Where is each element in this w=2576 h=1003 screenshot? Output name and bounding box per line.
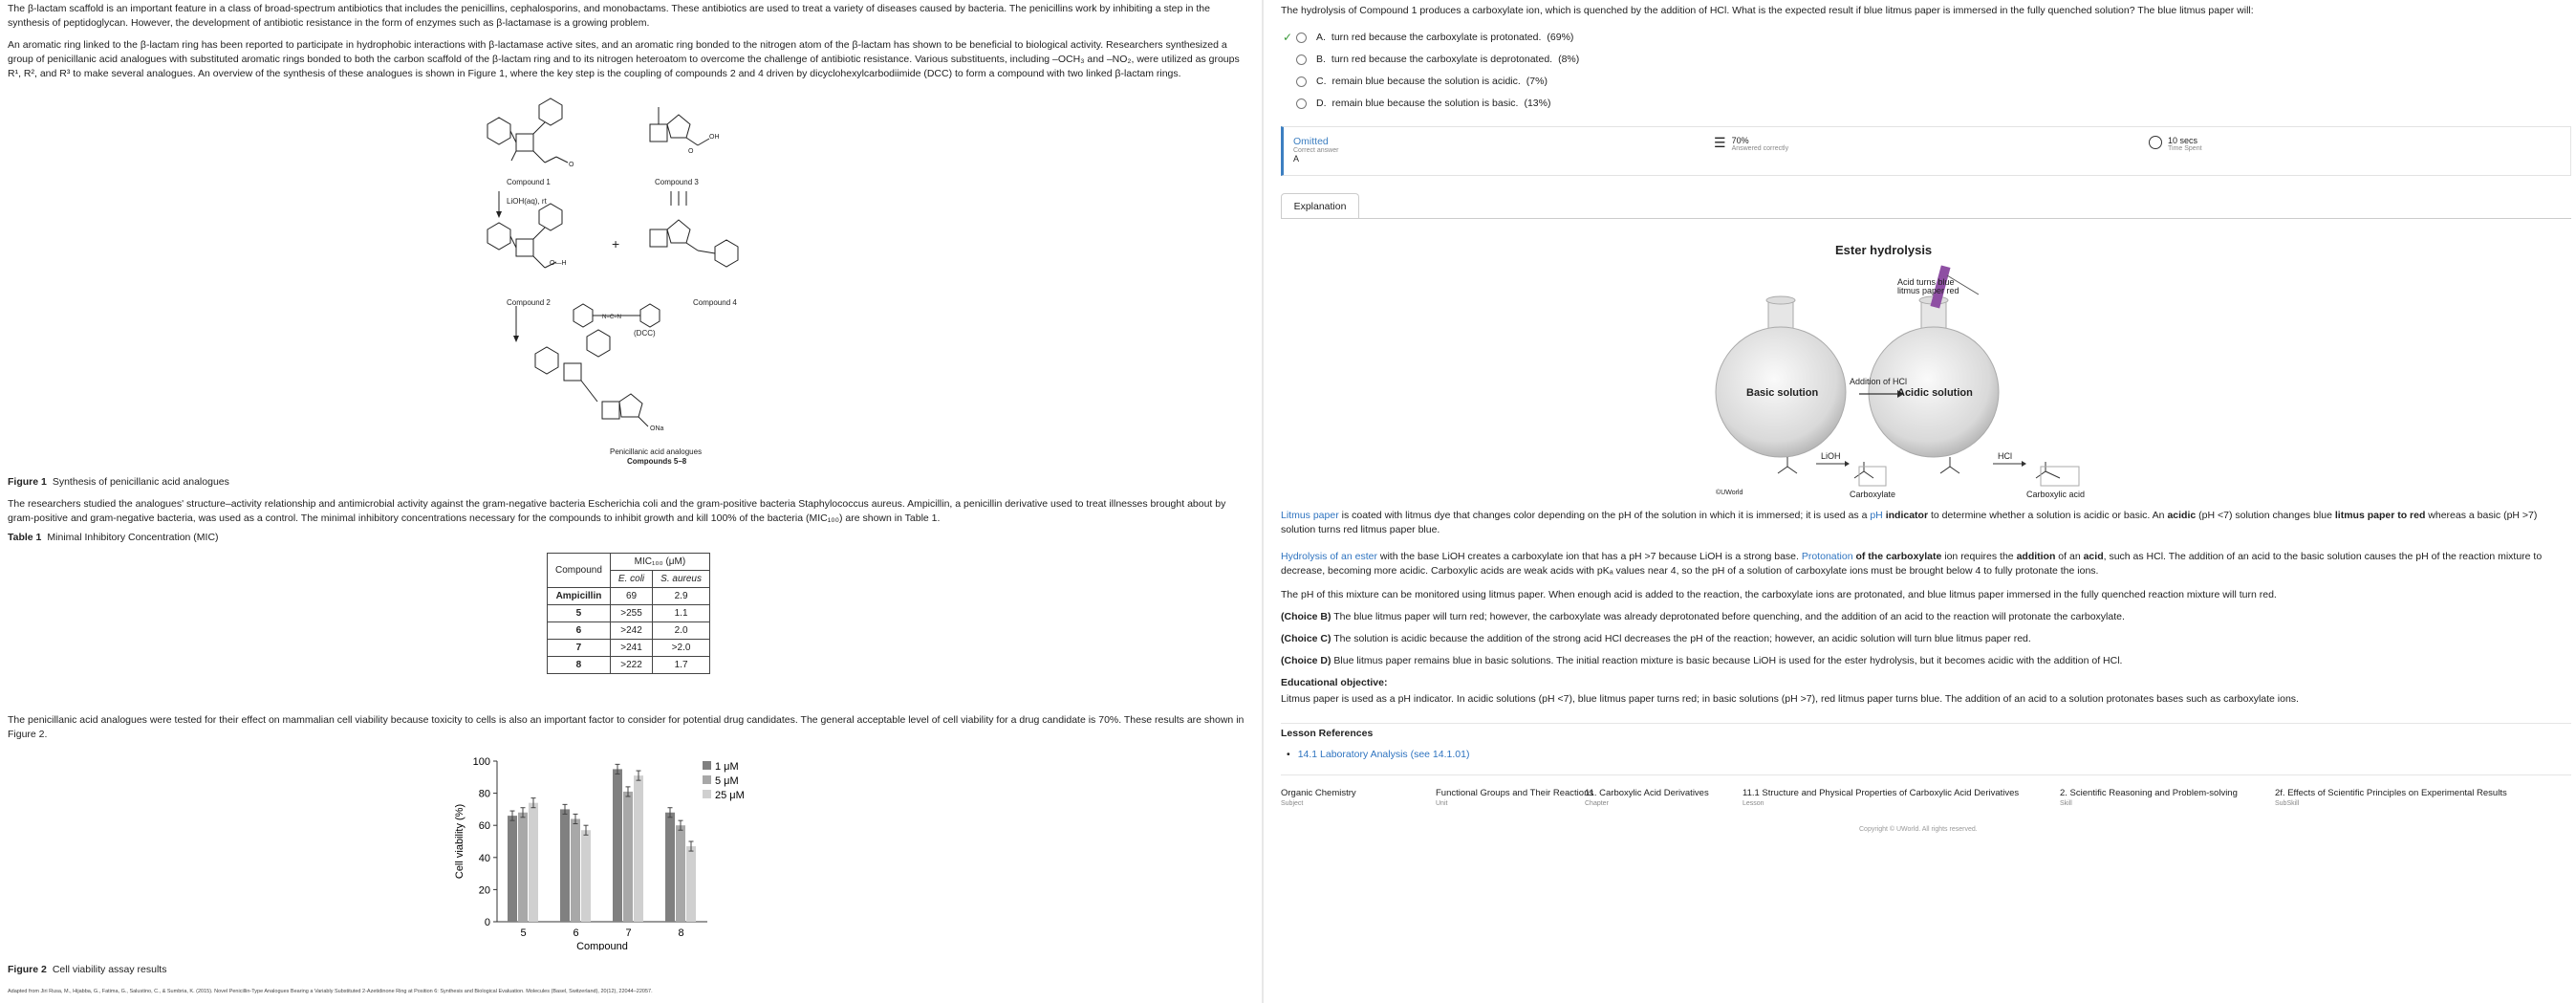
cell-viability-chart: [449, 750, 812, 950]
classification-value: 11. Carboxylic Acid Derivatives: [1585, 788, 1709, 798]
addition-hcl-label: Addition of HCl: [1850, 377, 1908, 386]
bullet-icon: •: [1287, 749, 1290, 760]
table-row: [548, 622, 710, 640]
legend-label: 1 μM: [715, 761, 739, 773]
y-axis-label: Cell viability (%): [454, 803, 465, 880]
radio-button[interactable]: [1296, 33, 1307, 43]
svg-text:+: +: [612, 236, 620, 251]
classification-value: Functional Groups and Their Reactions: [1436, 788, 1594, 798]
table-cell: Ampicillin: [548, 588, 611, 605]
passage-paragraph-3: The researchers studied the analogues' structure–activity relationship and antimicrobial activity against the gram-negative bacteria Escherichia coli and the gram-positive bacteria Staphylococcus aureus. Ampicillin, a penicillin derivative used to treat illnesses brought about by gram-positive and gram-negative bacteria, was used as a control. The minimal inhibitory concentrations necessary for the compounds to inhibit growth and kill 100% of the bacteria (MIC₁₀₀) are shown in Table 1.: [8, 498, 1226, 524]
checkmark-icon: ✓: [1282, 31, 1293, 44]
x-tick-label: 8: [678, 927, 684, 939]
bar: [581, 830, 591, 922]
table-cell: 5: [548, 605, 611, 622]
table-row: [548, 605, 710, 622]
educational-objective-title: Educational objective:: [1281, 677, 1388, 688]
choice-letter: B.: [1316, 54, 1326, 65]
bar: [508, 816, 517, 922]
text: acidic: [2167, 510, 2197, 521]
tab-underline: [1281, 218, 2571, 219]
status-value: Omitted: [1293, 136, 1329, 147]
explanation-choice-d: [1281, 654, 2566, 668]
bar: [560, 809, 570, 922]
table-cell: 1.1: [653, 605, 710, 622]
explanation-paragraph-2: [1281, 550, 2566, 578]
choice-percent: (13%): [1524, 98, 1551, 109]
choice-text: turn red because the carboxylate is deprotonated.: [1331, 54, 1553, 65]
legend-swatch: [703, 761, 711, 770]
classification-value: 11.1 Structure and Physical Properties of Carboxylic Acid Derivatives: [1743, 788, 2020, 798]
figure-1-label: Figure 1: [8, 476, 47, 488]
y-tick-label: 40: [478, 852, 490, 864]
footer-classification-item: [1436, 788, 1593, 807]
answer-stats-bar: [1281, 126, 2571, 176]
text: addition: [2016, 551, 2056, 562]
reagent-lioh-label: LiOH(aq), rt: [507, 197, 547, 206]
bar: [613, 769, 622, 922]
compound-4-label: Compound 4: [693, 298, 737, 307]
section-divider: [1281, 774, 2571, 775]
choice-percent: (8%): [1558, 54, 1580, 65]
choice-percent: (7%): [1526, 76, 1548, 87]
table-header-mic: MIC₁₀₀ (μM): [610, 554, 709, 571]
figure-2-chart: [449, 750, 812, 950]
educational-objective-text: Litmus paper is used as a pH indicator. In acidic solutions (pH <7), blue litmus paper turns red; in basic solutions (pH >7), red litmus paper turns blue. The addition of an acid to a solution protonates bases such as carboxylate ions.: [1281, 693, 2299, 705]
choice-percent: (69%): [1547, 32, 1574, 43]
x-tick-label: 7: [625, 927, 632, 939]
lesson-reference-item: [1287, 748, 2571, 762]
y-tick-label: 0: [484, 917, 490, 928]
basic-solution-label: Basic solution: [1746, 387, 1819, 399]
reaction-scheme-drawing: [459, 86, 803, 469]
x-axis-label: Compound: [576, 941, 628, 950]
litmus-note-1: Acid turns blue: [1897, 277, 1955, 287]
text: (Choice D): [1281, 655, 1331, 666]
svg-text:OH: OH: [709, 134, 720, 141]
text: acid: [2083, 551, 2104, 562]
lesson-references-title: Lesson References: [1281, 728, 1374, 739]
x-tick-label: 5: [520, 927, 527, 939]
choice-text: remain blue because the solution is basic.: [1331, 98, 1519, 109]
figure-1-caption: [8, 476, 229, 488]
stat-percent: [1714, 136, 1788, 152]
table-header-saureus: S. aureus: [653, 571, 710, 588]
classification-value: Organic Chemistry: [1281, 788, 1356, 798]
y-tick-label: 80: [478, 788, 490, 800]
section-divider: [1281, 723, 2571, 724]
pane-divider[interactable]: [1262, 0, 1264, 1003]
text: Blue litmus paper remains blue in basic solutions. The initial reaction mixture is basic because LiOH is used for the ester hydrolysis, but it becomes acidic with the addition of HCl.: [1331, 655, 2123, 666]
table-cell: >242: [610, 622, 652, 640]
bar: [571, 818, 580, 922]
table-cell: >222: [610, 657, 652, 674]
table-cell: >255: [610, 605, 652, 622]
radio-button[interactable]: [1296, 98, 1307, 109]
figure-1-caption-text: Synthesis of penicillanic acid analogues: [52, 476, 229, 488]
footer-classification-item: [2060, 788, 2238, 807]
figure-2-caption: [8, 964, 166, 975]
product-label-line-2: Compounds 5–8: [627, 457, 687, 466]
choice-letter: A.: [1316, 32, 1326, 43]
text: indicator: [1882, 510, 1929, 521]
passage-paragraph-2: An aromatic ring linked to the β-lactam ring has been reported to participate in hydrophobic interactions with β-lactamase active sites, and an aromatic ring bonded to the nitrogen atom of the β-lactam has shown to be beneficial to biological activity. Researchers synthesized a group of penicillanic acid analogues with substituted aromatic rings bonded to both the carbon scaffold of the β-lactam ring and to its nitrogen heteroatom to overcome the challenge of antibiotic resistance. Various substituents, including –OCH₃ and –NO₂, were utilized as groups R¹, R², and R³ to make several analogues. An overview of the synthesis of these analogues is shown in Figure 1, where the key step is the coupling of compounds 2 and 4 driven by dicyclohexylcarbodiimide (DCC) to form a compound with two linked β-lactam rings.: [8, 39, 1240, 79]
table-header-ecoli: E. coli: [610, 571, 652, 588]
text: litmus paper to red: [2334, 510, 2426, 521]
table-cell: 6: [548, 622, 611, 640]
table-cell: 7: [548, 640, 611, 657]
classification-label: Unit: [1436, 800, 1448, 807]
litmus-paper-link[interactable]: Litmus paper: [1281, 510, 1339, 521]
correct-answer-label: Correct answer: [1293, 147, 1339, 154]
figure-1-scheme: [459, 86, 803, 469]
text: , such as HCl. The addition of an acid to the basic solution causes the pH of the reaction mixture to decrease, becoming more acidic. Carboxylic acids are weak acids with pKₐ values near 4, so the pH of a solution of carboxylate ions must be brought below 4 to fully protonate the ions.: [1281, 551, 2543, 577]
passage-paragraph-1: The β-lactam scaffold is an important feature in a class of broad-spectrum antibiotics that includes the penicillins, cephalosporins, and monobactams. These antibiotics are used to treat a variety of diseases caused by bacteria. The penicillins work by inhibiting a step in the synthesis of peptidoglycan. However, the development of antibiotic resistance in the form of enzymes such as β-lactamase is a growing problem.: [8, 3, 1210, 29]
percent-value: 70%: [1731, 136, 1749, 145]
legend-swatch: [703, 790, 711, 798]
classification-label: Subject: [1281, 800, 1304, 807]
radio-button[interactable]: [1296, 55, 1307, 65]
litmus-note-2: litmus paper red: [1897, 286, 1959, 295]
legend-label: 5 μM: [715, 775, 739, 787]
bar: [686, 846, 696, 922]
answer-choice[interactable]: [1281, 74, 1548, 89]
table-header-compound: Compound: [548, 554, 611, 588]
hcl-label: HCl: [1998, 451, 2012, 461]
compound-3-label: Compound 3: [655, 178, 699, 186]
explanation-choice-c: [1281, 632, 2566, 646]
source-citation: Adapted from Jiri Rusa, M., Hijabba, G., Fatima, G., Salustino, C., & Sumbria, K. (2015). Novel Penicillin-Type Analogues Bearing a Variably Substituted 2-Azetidinone Ring at Position 6: Synthesis and Biological Evaluation. Molecules (Basel, Switzerland), 20(12), 22044–22057.: [8, 989, 653, 994]
x-tick-label: 6: [573, 927, 579, 939]
protonation-link[interactable]: Protonation: [1801, 551, 1853, 562]
footer-classification-item: [1585, 788, 1709, 807]
dcc-label: (DCC): [634, 329, 656, 338]
bar-chart-icon: ☰: [1714, 135, 1726, 150]
diagram-copyright: ©UWorld: [1716, 490, 1743, 496]
question-stem: The hydrolysis of Compound 1 produces a carboxylate ion, which is quenched by the addition of HCl. What is the expected result if blue litmus paper is immersed in the fully quenched solution? The blue litmus paper will:: [1281, 5, 2254, 16]
stat-time: [2149, 136, 2202, 152]
legend-label: 25 μM: [715, 790, 745, 801]
choice-text: remain blue because the solution is acidic.: [1331, 76, 1521, 87]
ph-link[interactable]: pH: [1870, 510, 1883, 521]
footer-classification-item: [1743, 788, 2019, 807]
carboxylic-acid-label: Carboxylic acid: [2026, 490, 2086, 499]
ester-hydrolysis-diagram: [1701, 239, 2141, 502]
footer-classification-item: [1281, 788, 1356, 807]
compound-1-label: Compound 1: [507, 178, 551, 186]
footer-classification-item: [2275, 788, 2507, 807]
lioh-label: LiOH: [1821, 451, 1841, 461]
text: ion requires the: [1941, 551, 2017, 562]
lesson-reference-link[interactable]: 14.1 Laboratory Analysis (see 14.1.01): [1297, 749, 1470, 760]
table-row: [548, 657, 710, 674]
table-cell: 2.0: [653, 622, 710, 640]
bar: [676, 825, 685, 922]
tab-explanation[interactable]: Explanation: [1281, 193, 1359, 219]
bar: [518, 813, 528, 922]
text: of the carboxylate: [1852, 551, 1942, 562]
svg-text:N=C=N: N=C=N: [602, 315, 622, 320]
table-row: [548, 588, 710, 605]
text: The solution is acidic because the addition of the strong acid HCl decreases the pH of the reaction; however, an acidic solution will turn blue litmus paper red.: [1331, 633, 2031, 644]
table-cell: 2.9: [653, 588, 710, 605]
classification-value: 2f. Effects of Scientific Principles on Experimental Results: [2275, 788, 2507, 798]
table-cell: >241: [610, 640, 652, 657]
time-label: Time Spent: [2168, 145, 2202, 152]
table-row: [548, 640, 710, 657]
copyright-text: Copyright © UWorld. All rights reserved.: [1859, 826, 1978, 833]
choice-text: turn red because the carboxylate is protonated.: [1331, 32, 1542, 43]
text: of an: [2055, 551, 2084, 562]
ester-hydrolysis-link[interactable]: Hydrolysis of an ester: [1281, 551, 1377, 562]
choice-letter: C.: [1316, 76, 1327, 87]
carboxylate-label: Carboxylate: [1850, 490, 1896, 499]
table-cell: 1.7: [653, 657, 710, 674]
passage-pane[interactable]: [0, 0, 1260, 1003]
text: The blue litmus paper will turn red; however, the carboxylate was already deprotonated before quenching, and the addition of an acid to the reaction will protonate the carboxylate.: [1331, 611, 2125, 622]
compound-2-label: Compound 2: [507, 298, 551, 307]
mic-table: [547, 553, 710, 674]
question-pane[interactable]: [1281, 0, 2571, 1003]
text: whereas a basic (pH >7) solution turns red litmus paper blue.: [1281, 510, 2538, 535]
table-cell: 69: [610, 588, 652, 605]
figure-2-caption-text: Cell viability assay results: [52, 964, 167, 975]
svg-text:O—H: O—H: [550, 260, 567, 267]
passage-paragraph-4: The penicillanic acid analogues were tested for their effect on mammalian cell viability because toxicity to cells is also an important factor to consider for potential drug candidates. The general acceptable level of cell viability for a drug candidate is 70%. These results are shown in Figure 2.: [8, 714, 1245, 740]
text: (pH <7) solution changes blue: [2196, 510, 2335, 521]
svg-text:O: O: [688, 148, 694, 155]
correct-answer-value: A: [1293, 154, 1300, 164]
answer-choice[interactable]: [1281, 30, 1573, 45]
bar: [665, 813, 675, 922]
clock-icon: [2149, 136, 2162, 149]
text: is coated with litmus dye that changes color depending on the pH of the solution in which it is immersed; it is used as a: [1338, 510, 1871, 521]
answer-choice[interactable]: [1281, 52, 1579, 67]
diagram-title: Ester hydrolysis: [1835, 243, 1933, 257]
explanation-paragraph-3: The pH of this mixture can be monitored using litmus paper. When enough acid is added to the reaction, the carboxylate ions are protonated, and blue litmus paper immersed in the fully quenched reaction mixture will turn red.: [1281, 589, 2277, 600]
table-1-caption: [8, 532, 219, 543]
y-tick-label: 60: [478, 820, 490, 833]
classification-label: Chapter: [1585, 800, 1609, 807]
table-1-caption-text: Minimal Inhibitory Concentration (MIC): [47, 532, 219, 543]
text: (Choice B): [1281, 611, 1331, 622]
table-cell: >2.0: [653, 640, 710, 657]
y-tick-label: 20: [478, 884, 490, 897]
table-cell: 8: [548, 657, 611, 674]
legend-swatch: [703, 775, 711, 784]
time-value: 10 secs: [2168, 136, 2198, 145]
bar: [634, 775, 643, 922]
text: to determine whether a solution is acidic or basic. An: [1928, 510, 2168, 521]
y-tick-label: 100: [472, 756, 490, 768]
bar: [529, 803, 538, 922]
explanation-paragraph-1: [1281, 509, 2566, 537]
answer-choice[interactable]: [1281, 96, 1550, 111]
stat-status: [1293, 136, 1338, 164]
radio-button[interactable]: [1296, 76, 1307, 87]
svg-text:O: O: [569, 162, 574, 168]
classification-label: Skill: [2060, 800, 2072, 807]
figure-2-label: Figure 2: [8, 964, 47, 975]
classification-value: 2. Scientific Reasoning and Problem-solving: [2060, 788, 2238, 798]
acidic-solution-label: Acidic solution: [1897, 387, 1973, 399]
table-1-label: Table 1: [8, 532, 42, 543]
classification-label: SubSkill: [2275, 800, 2300, 807]
classification-label: Lesson: [1743, 800, 1764, 807]
text: with the base LiOH creates a carboxylate ion that has a pH >7 because LiOH is a strong base.: [1376, 551, 1802, 562]
text: (Choice C): [1281, 633, 1331, 644]
product-label-line-1: Penicillanic acid analogues: [610, 447, 703, 456]
bar: [623, 792, 633, 922]
svg-text:ONa: ONa: [650, 425, 664, 432]
explanation-choice-b: [1281, 610, 2566, 624]
choice-letter: D.: [1316, 98, 1327, 109]
percent-label: Answered correctly: [1731, 145, 1789, 152]
